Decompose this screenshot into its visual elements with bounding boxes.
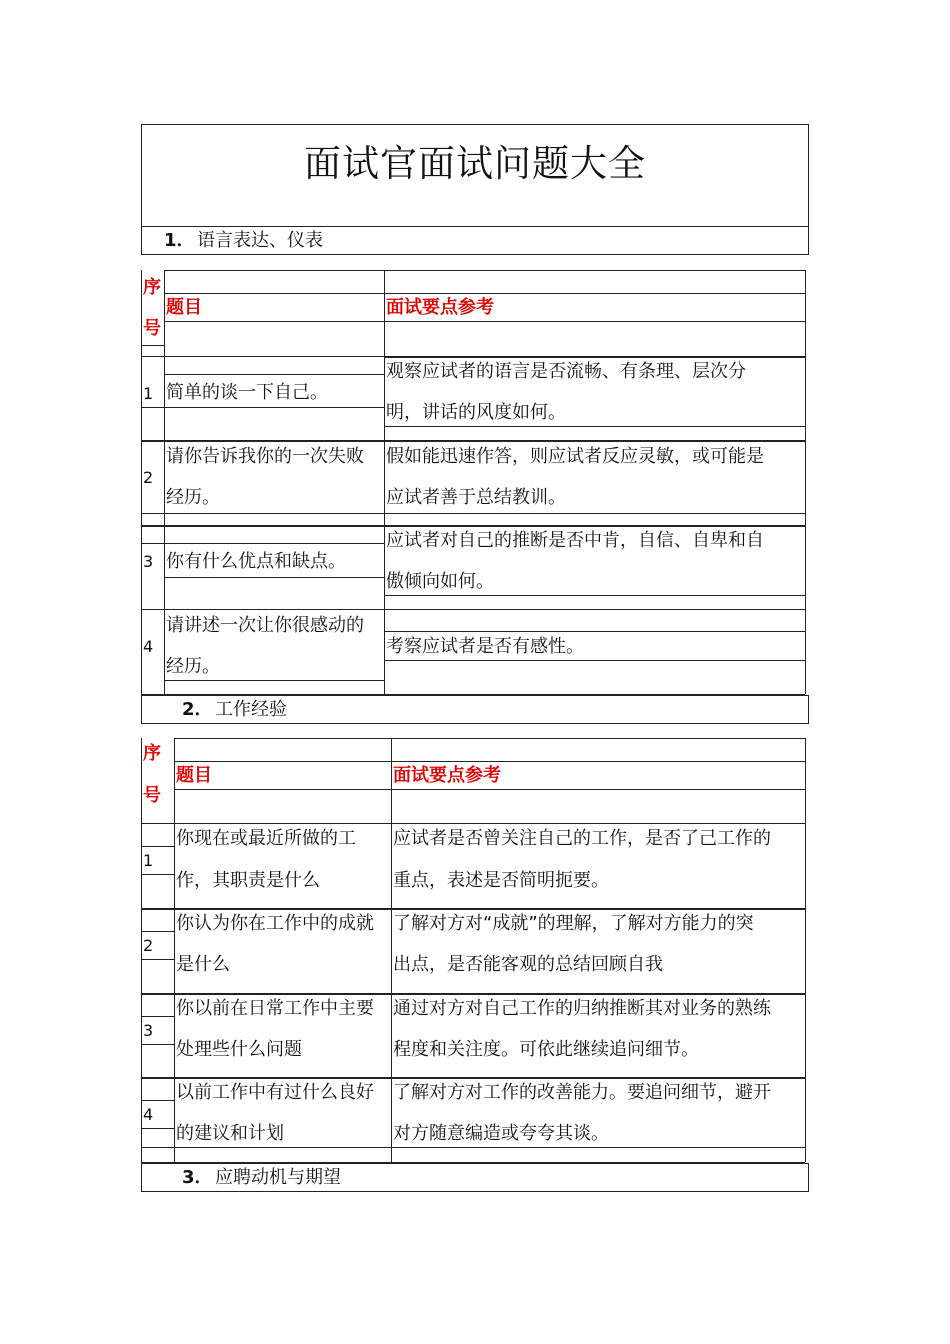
row-question-line1: 你现在或最近所做的工 <box>176 828 356 849</box>
header-key-points: 面试要点参考 <box>393 765 501 786</box>
row-question-line1: 以前工作中有过什么良好 <box>176 1082 374 1103</box>
row-question-line2: 经历。 <box>166 487 220 508</box>
section-heading-1 <box>141 226 809 255</box>
section-heading-3 <box>141 1163 809 1192</box>
row-key-points-line2: 应试者善于总结教训。 <box>386 487 566 508</box>
row-seq: 2 <box>143 936 154 955</box>
section-name: 工作经验 <box>215 699 287 720</box>
row-key-points-line1: 了解对方对工作的改善能力。要追问细节，避开 <box>393 1082 771 1103</box>
row-key-points: 考察应试者是否有感性。 <box>386 636 584 657</box>
row-question-line1: 请讲述一次让你很感动的 <box>166 615 364 636</box>
header-key-points: 面试要点参考 <box>386 297 494 318</box>
header-question: 题目 <box>176 765 212 786</box>
header-seq-bottom: 号 <box>143 785 161 806</box>
row-seq: 4 <box>143 1105 154 1124</box>
row-question-line2: 是什么 <box>176 954 230 975</box>
header-seq-top: 序 <box>143 277 161 298</box>
row-question-line1: 你以前在日常工作中主要 <box>176 998 374 1019</box>
row-seq: 3 <box>143 552 154 571</box>
row-key-points-line1: 假如能迅速作答，则应试者反应灵敏，或可能是 <box>386 446 764 467</box>
row-seq: 1 <box>143 384 154 403</box>
row-key-points-line1: 应试者是否曾关注自己的工作，是否了己工作的 <box>393 828 771 849</box>
section-number: 1． <box>164 230 195 251</box>
row-seq: 1 <box>143 851 154 870</box>
section-name: 应聘动机与期望 <box>215 1167 341 1188</box>
page-title: 面试官面试问题大全 <box>304 142 646 185</box>
row-key-points-line2: 程度和关注度。可依此继续追问细节。 <box>393 1039 699 1060</box>
row-question-line2: 作，其职责是什么 <box>176 870 320 891</box>
row-question: 简单的谈一下自己。 <box>166 382 328 403</box>
header-question: 题目 <box>166 297 202 318</box>
row-question-line2: 经历。 <box>166 656 220 677</box>
header-seq-top: 序 <box>143 743 161 764</box>
section-name: 语言表达、仪表 <box>197 230 323 251</box>
row-seq: 2 <box>143 468 154 487</box>
row-key-points-line2: 对方随意编造或夸夸其谈。 <box>393 1123 609 1144</box>
row-question-line2: 的建议和计划 <box>176 1123 284 1144</box>
row-key-points-line2: 重点，表述是否简明扼要。 <box>393 870 609 891</box>
row-seq: 4 <box>143 637 154 656</box>
section-number: 3． <box>182 1167 213 1188</box>
section-number: 2． <box>182 699 213 720</box>
row-key-points-line1: 通过对方对自己工作的归纳推断其对业务的熟练 <box>393 998 771 1019</box>
row-question-line1: 你认为你在工作中的成就 <box>176 913 374 934</box>
row-key-points-line2: 傲倾向如何。 <box>386 571 494 592</box>
row-question: 你有什么优点和缺点。 <box>166 551 346 572</box>
row-question-line2: 处理些什么问题 <box>176 1039 302 1060</box>
row-key-points-line1: 应试者对自己的推断是否中肯，自信、自卑和自 <box>386 530 764 551</box>
header-seq-bottom: 号 <box>143 318 161 339</box>
row-key-points-line1: 了解对方对“成就”的理解，了解对方能力的突 <box>393 913 754 934</box>
title-box <box>141 124 809 227</box>
row-seq: 3 <box>143 1021 154 1040</box>
row-question-line1: 请你告诉我你的一次失败 <box>166 446 364 467</box>
row-key-points-line2: 出点，是否能客观的总结回顾自我 <box>393 954 663 975</box>
section-heading-2 <box>141 695 809 724</box>
row-key-points-line1: 观察应试者的语言是否流畅、有条理、层次分 <box>386 361 746 382</box>
row-key-points-line2: 明，讲话的风度如何。 <box>386 402 566 423</box>
